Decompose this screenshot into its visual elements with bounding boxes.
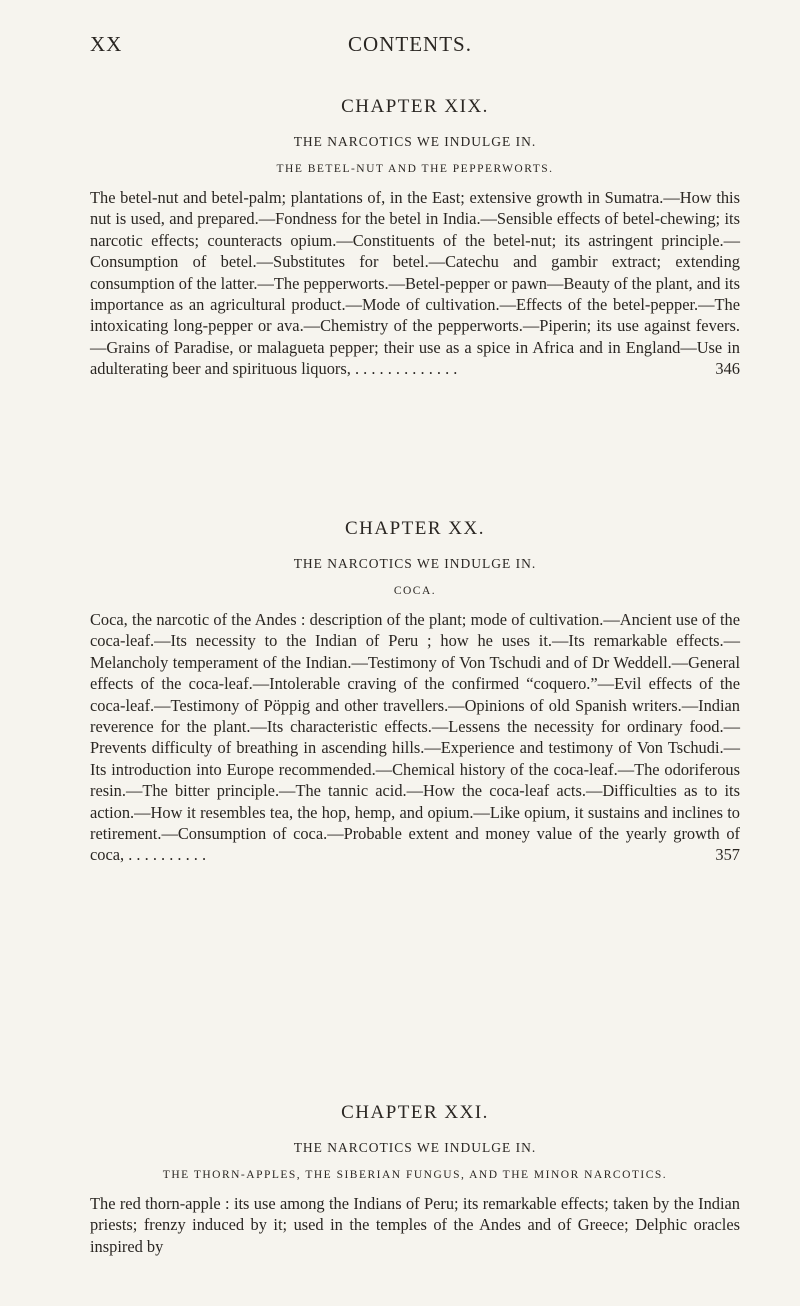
chapter-description-text: Coca, the narcotic of the Andes : description of the plant; mode of cultivation.—Ancient use of the coca-leaf.—Its necessity to the Indian of Peru ; how he uses it.—Its remarkable effects.—Melancholy temperament of the Indian.—Testimony of Von Tschudi and of Dr Weddell.—General effects of the coca-leaf.—Intolerable craving of the confirmed “coquero.”—Evil effects of the coca-leaf.—Testimony of Pöppig and other travellers.—Opinions of old Spanish writers.—Indian reverence for the plant.—Its characteristic effects.—Lessens the necessity for ordinary food.—Prevents difficulty of breathing in ascending hills.—Experience and testimony of Von Tschudi.—Its introduction into Europe recommended.—Chemical history of the coca-leaf.—The odoriferous resin.—The bitter principle.—The tannic acid.—How the coca-leaf acts.—Difficulties as to its action.—How it resembles tea, the hop, hemp, and opium.—Like opium, it sustains and inclines to retirement.—Consumption of coca.—Probable extent and money value of the yearly growth of coca, (90, 610, 740, 865)
chapter-topic: COCA. (393, 585, 437, 597)
dot-leader: . . . . . . . . . . . . . (354, 359, 458, 379)
chapter-description (90, 609, 740, 866)
chapter-description (90, 1193, 740, 1257)
page-number: 346 (715, 359, 740, 379)
chapter-entry (90, 1102, 740, 1257)
chapter-heading: CHAPTER XIX. (341, 96, 489, 117)
chapter-topic: THE BETEL-NUT AND THE PEPPERWORTS. (276, 163, 554, 175)
running-title: CONTENTS. (348, 32, 472, 56)
chapter-description-text: The red thorn-apple : its use among the Indians of Peru; its remarkable effects; taken by the Indian priests; frenzy induced by it; used in the temples of the Andes and of Greece; Delphic oracles inspired by (90, 1194, 740, 1256)
chapter-subtitle: THE NARCOTICS WE INDULGE IN. (293, 556, 537, 571)
page-number: 357 (715, 845, 740, 865)
chapter-description-text: The betel-nut and betel-palm; plantations of, in the East; extensive growth in Sumatra.—How this nut is used, and prepared.—Fondness for the betel in India.—Sensible effects of betel-chewing; its narcotic effects; counteracts opium.—Constituents of the betel-nut; its astringent principle.—Consumption of betel.—Substitutes for betel.—Catechu and gambir extract; extending consumption of the latter.—The pepperworts.—Betel-pepper or pawn—Beauty of the plant, and its importance as an agricultural product.—Mode of cultivation.—Effects of the betel-pepper.—The intoxicating long-pepper or ava.—Chemistry of the pepperworts.—Piperin; its use against fevers.—Grains of Paradise, or malagueta pepper; their use as a spice in Africa and in England—Use in adulterating beer and spirituous liquors, (90, 188, 740, 379)
chapter-heading: CHAPTER XXI. (341, 1102, 489, 1123)
chapter-subtitle: THE NARCOTICS WE INDULGE IN. (293, 134, 537, 149)
chapter-entry (90, 518, 740, 866)
running-head (90, 32, 730, 62)
chapter-entry (90, 96, 740, 380)
chapter-subtitle: THE NARCOTICS WE INDULGE IN. (293, 1140, 537, 1155)
chapter-topic: THE THORN-APPLES, THE SIBERIAN FUNGUS, AND THE MINOR NARCOTICS. (162, 1169, 668, 1181)
chapter-description (90, 187, 740, 380)
page-folio: XX (90, 32, 123, 56)
dot-leader: . . . . . . . . . . (128, 845, 207, 865)
chapter-heading: CHAPTER XX. (344, 518, 485, 539)
